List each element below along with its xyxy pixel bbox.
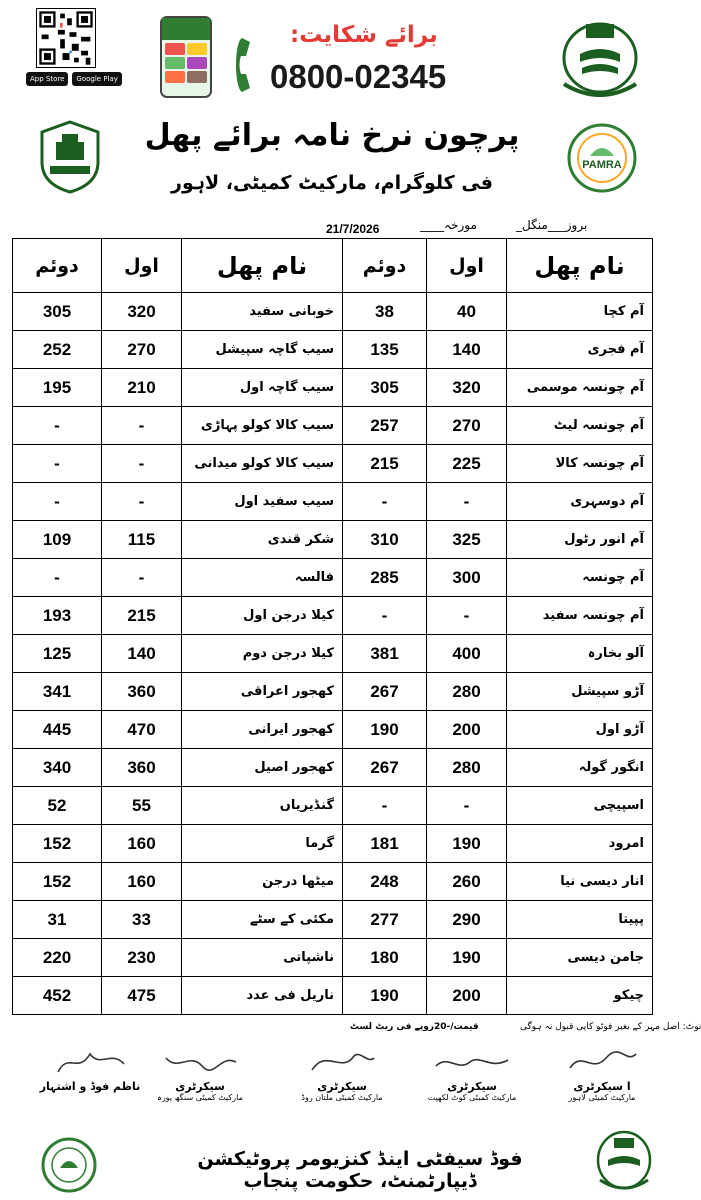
date-label: مورخہ____ [420, 218, 477, 232]
fruit-name-cell: سیب گاچہ سپیشل [182, 331, 343, 369]
fruit-name-cell: آم دوسہری [507, 483, 653, 521]
second-grade-price: 341 [13, 673, 102, 711]
fruit-name-cell: آڑو سپیشل [507, 673, 653, 711]
fruit-name-cell: ناریل فی عدد [182, 977, 343, 1015]
fruit-name-cell: آم انور رٹول [507, 521, 653, 559]
second-grade-price: - [343, 483, 427, 521]
first-grade-price: - [102, 483, 182, 521]
second-grade-price: - [13, 483, 102, 521]
table-row [13, 445, 653, 483]
fruit-name-cell: آم چونسہ لیٹ [507, 407, 653, 445]
first-grade-price: 280 [427, 749, 507, 787]
punjab-government-logo [594, 1128, 654, 1192]
first-grade-price: 475 [102, 977, 182, 1015]
second-grade-price: 180 [343, 939, 427, 977]
date-value: 21/7/2026 [326, 222, 380, 236]
second-grade-price: 220 [13, 939, 102, 977]
fruit-name-cell: گرما [182, 825, 343, 863]
table-row [13, 407, 653, 445]
complaint-label: برائے شکایت: [290, 22, 438, 48]
second-grade-price: 190 [343, 711, 427, 749]
first-grade-price: 400 [427, 635, 507, 673]
second-grade-price: - [343, 787, 427, 825]
fruit-name-cell: کھجور اعراقی [182, 673, 343, 711]
table-row [13, 863, 653, 901]
first-grade-price: 260 [427, 863, 507, 901]
table-row [13, 711, 653, 749]
first-grade-price: 270 [427, 407, 507, 445]
first-grade-price: - [102, 407, 182, 445]
fruit-name-cell: آم فجری [507, 331, 653, 369]
app-store-badge[interactable]: App Store [26, 72, 68, 86]
table-row [13, 293, 653, 331]
rate-table [12, 238, 653, 1015]
second-grade-price: 125 [13, 635, 102, 673]
page-subtitle: فی کلوگرام، مارکیٹ کمیٹی، لاہور [171, 172, 493, 194]
table-row [13, 749, 653, 787]
table-row [13, 521, 653, 559]
second-grade-price: 445 [13, 711, 102, 749]
second-grade-price: 277 [343, 901, 427, 939]
store-badges [26, 72, 122, 86]
signature-block: ناظم فوڈ و اشتہار [30, 1044, 150, 1093]
food-safety-logo [40, 1136, 98, 1194]
second-grade-price: 152 [13, 825, 102, 863]
first-grade-price: 140 [102, 635, 182, 673]
table-row [13, 559, 653, 597]
first-grade-price: 280 [427, 673, 507, 711]
first-grade-price: 290 [427, 901, 507, 939]
first-grade-price: 320 [427, 369, 507, 407]
fruit-name-cell: جامن دیسی [507, 939, 653, 977]
second-grade-price: 135 [343, 331, 427, 369]
qr-code[interactable] [36, 8, 96, 68]
second-grade-price: 193 [13, 597, 102, 635]
fruit-name-cell: چیکو [507, 977, 653, 1015]
first-grade-price: 215 [102, 597, 182, 635]
fruit-name-cell: آم چونسہ موسمی [507, 369, 653, 407]
signature-block: سیکرٹری مارکیٹ کمیٹی سنگھ پورہ [140, 1044, 260, 1102]
second-grade-price: 310 [343, 521, 427, 559]
first-grade-price: 230 [102, 939, 182, 977]
first-grade-price: 160 [102, 863, 182, 901]
second-grade-price: 31 [13, 901, 102, 939]
second-grade-price: 190 [343, 977, 427, 1015]
price-note: قیمت/-20روپے فی ریٹ لسٹ [350, 1022, 479, 1032]
first-grade-price: 470 [102, 711, 182, 749]
first-grade-price: 200 [427, 977, 507, 1015]
table-row [13, 331, 653, 369]
first-grade-price: 190 [427, 939, 507, 977]
signature-image [302, 1044, 382, 1080]
helpline-number[interactable]: 0800-02345 [270, 58, 447, 95]
fruit-name-cell: آم چونسہ [507, 559, 653, 597]
first-grade-price: 40 [427, 293, 507, 331]
first-grade-price: - [427, 483, 507, 521]
table-row [13, 787, 653, 825]
fruit-name-cell: فالسہ [182, 559, 343, 597]
first-grade-price: 160 [102, 825, 182, 863]
signature-block: سیکرٹری مارکیٹ کمیٹی ملتان روڈ [282, 1044, 402, 1102]
table-row [13, 673, 653, 711]
signature-block: سیکرٹری مارکیٹ کمیٹی کوٹ لکھپت [412, 1044, 532, 1102]
first-grade-price: 115 [102, 521, 182, 559]
second-grade-price: 305 [343, 369, 427, 407]
second-grade-price: 452 [13, 977, 102, 1015]
first-grade-price: 270 [102, 331, 182, 369]
second-grade-price: - [13, 559, 102, 597]
first-grade-price: - [102, 445, 182, 483]
table-row [13, 483, 653, 521]
first-grade-price: 140 [427, 331, 507, 369]
first-grade-price: 55 [102, 787, 182, 825]
second-grade-price: 109 [13, 521, 102, 559]
fruit-name-cell: مکئی کے سٹے [182, 901, 343, 939]
second-grade-price: 215 [343, 445, 427, 483]
qr-code-graphic [37, 9, 95, 67]
second-grade-price: 267 [343, 673, 427, 711]
table-row [13, 901, 653, 939]
fruit-name-cell: خوبانی سفید [182, 293, 343, 331]
day-field: بروز___منگل_ [516, 218, 588, 232]
second-grade-price: 381 [343, 635, 427, 673]
fruit-name-cell: شکر قندی [182, 521, 343, 559]
table-row [13, 977, 653, 1015]
second-grade-price: 152 [13, 863, 102, 901]
fruit-name-cell: آم چونسہ کالا [507, 445, 653, 483]
second-grade-price: - [13, 445, 102, 483]
header-second-grade: دوئم [343, 239, 427, 293]
second-grade-price: 195 [13, 369, 102, 407]
second-grade-price: 52 [13, 787, 102, 825]
second-grade-price: - [13, 407, 102, 445]
table-row [13, 825, 653, 863]
second-grade-price: 285 [343, 559, 427, 597]
header-fruit-name: نام پھل [182, 239, 343, 293]
fruit-name-cell: گنڈیریاں [182, 787, 343, 825]
first-grade-price: - [427, 597, 507, 635]
fruit-name-cell: کیلا درجن دوم [182, 635, 343, 673]
fruit-name-cell: آڑو اول [507, 711, 653, 749]
pamra-text: PAMRA [582, 159, 622, 171]
first-grade-price: - [427, 787, 507, 825]
fruit-name-cell: انار دیسی نیا [507, 863, 653, 901]
second-grade-price: 340 [13, 749, 102, 787]
first-grade-price: 225 [427, 445, 507, 483]
fruit-name-cell: پپیتا [507, 901, 653, 939]
table-row [13, 635, 653, 673]
fruit-name-cell: میٹھا درجن [182, 863, 343, 901]
first-grade-price: 200 [427, 711, 507, 749]
header-fruit-name: نام پھل [507, 239, 653, 293]
fruit-name-cell: کیلا درجن اول [182, 597, 343, 635]
second-grade-price: 267 [343, 749, 427, 787]
table-header-row [13, 239, 653, 293]
second-grade-price: 248 [343, 863, 427, 901]
second-grade-price: 305 [13, 293, 102, 331]
fruit-name-cell: آلو بخارہ [507, 635, 653, 673]
google-play-badge[interactable]: Google Play [72, 72, 122, 86]
first-grade-price: 190 [427, 825, 507, 863]
first-grade-price: - [102, 559, 182, 597]
signature-block: ا سیکرٹری مارکیٹ کمیٹی لاہور [542, 1044, 662, 1102]
page-title: پرچون نرخ نامہ برائے پھل [144, 118, 520, 153]
fruit-name-cell: آم کچا [507, 293, 653, 331]
fruit-name-cell: سیب گاچہ اول [182, 369, 343, 407]
first-grade-price: 210 [102, 369, 182, 407]
fruit-name-cell: سیب کالا کولو پہاڑی [182, 407, 343, 445]
fruit-name-cell: انگور گولہ [507, 749, 653, 787]
header-first-grade: اول [427, 239, 507, 293]
second-grade-price: 181 [343, 825, 427, 863]
signature-image [50, 1044, 130, 1080]
fruit-name-cell: کھجور ایرانی [182, 711, 343, 749]
second-grade-price: 252 [13, 331, 102, 369]
fruit-name-cell: سیب کالا کولو میدانی [182, 445, 343, 483]
first-grade-price: 325 [427, 521, 507, 559]
fruit-name-cell: آم چونسہ سفید [507, 597, 653, 635]
first-grade-price: 320 [102, 293, 182, 331]
signature-image [562, 1044, 642, 1080]
first-grade-price: 360 [102, 749, 182, 787]
second-grade-price: 257 [343, 407, 427, 445]
fruit-name-cell: ناشپاتی [182, 939, 343, 977]
fruit-name-cell: کھجور اصیل [182, 749, 343, 787]
telephone-icon [232, 34, 270, 96]
header-first-grade: اول [102, 239, 182, 293]
fruit-name-cell: سیب سفید اول [182, 483, 343, 521]
fruit-name-cell: اسپیچی [507, 787, 653, 825]
first-grade-price: 360 [102, 673, 182, 711]
app-phone-image [160, 16, 212, 98]
header-second-grade: دوئم [13, 239, 102, 293]
table-row [13, 597, 653, 635]
signature-image [160, 1044, 240, 1080]
second-grade-price: - [343, 597, 427, 635]
table-row [13, 369, 653, 407]
department-name: فوڈ سیفٹی اینڈ کنزیومر پروٹیکشن ڈیپارٹمنٹ، حکومت پنجاب [197, 1148, 523, 1192]
signature-image [432, 1044, 512, 1080]
fruit-name-cell: امرود [507, 825, 653, 863]
second-grade-price: 38 [343, 293, 427, 331]
first-grade-price: 33 [102, 901, 182, 939]
rate-table-body [13, 293, 653, 1015]
punjab-logo [556, 14, 644, 98]
first-grade-price: 300 [427, 559, 507, 597]
table-row [13, 939, 653, 977]
footer-note: نوٹ: اصل مہر کے بغیر فوٹو کاپی قبول نہ ہوگی [520, 1022, 701, 1032]
